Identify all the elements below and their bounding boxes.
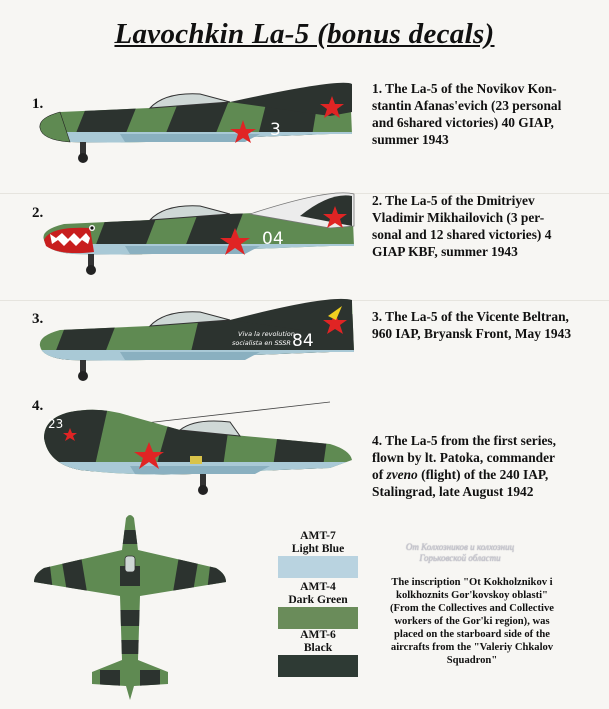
tactical-number-1: 3 (270, 120, 281, 140)
swatch-black (278, 655, 358, 677)
color-label-3: AMT-6 Black (300, 628, 336, 654)
profile-number-2: 2. (32, 205, 44, 221)
aircraft-top-view (30, 510, 230, 705)
slogan-line-2: socialista en SSSR (232, 339, 291, 347)
description-4: 4. The La-5 from the first series, flown by lt. Patoka, commander of zveno (flight) of the 240 IAP, Stalingrad, late August 1942 (372, 433, 556, 499)
description-3: 3. The La-5 of the Vicente Beltran, 960 IAP, Bryansk Front, May 1943 (372, 309, 572, 341)
tactical-number-3: 84 (292, 331, 314, 351)
inscription-decal: От Колхозников и колхозниц Горьковской области (405, 542, 515, 563)
aircraft-profile-1 (30, 78, 360, 168)
tactical-number-4: 23 (48, 417, 64, 431)
profile-number-1: 1. (32, 96, 44, 112)
slogan-line-1: Viva la revolution (238, 330, 295, 338)
aircraft-profile-3 (30, 294, 360, 384)
description-1: 1. The La-5 of the Novikov Kon- stantin Afanas'evich (23 personal and 6shared victories) 40 GIAP, summer 1943 (372, 81, 562, 147)
color-label-2: AMT-4 Dark Green (288, 580, 348, 606)
tactical-number-2: 04 (262, 229, 284, 249)
inscription-note: The inscription "Ot Kokholznikov i kolkhoznits Gor'kovskoy oblasti" (From the Collectives and Collective workers of the Gor'ki region), was placed on the starboard side of the aircrafts from the "Valeriy Chkalov Squadron" (390, 577, 554, 666)
swatch-dark-green (278, 607, 358, 629)
aircraft-profile-4 (30, 398, 360, 498)
profile-number-3: 3. (32, 311, 44, 327)
profile-number-4: 4. (32, 398, 44, 414)
color-label-1: AMT-7 Light Blue (291, 529, 345, 555)
description-2: 2. The La-5 of the Dmitriyev Vladimir Mikhailovich (3 per- sonal and 12 shared victories) 4 GIAP KBF, summer 1943 (372, 193, 552, 259)
description-4-line-3: of zveno (flight) of the 240 IAP, (372, 467, 549, 482)
aircraft-profile-2 (30, 186, 360, 278)
page-title: Lavochkin La-5 (bonus decals) (114, 18, 495, 50)
swatch-light-blue (278, 556, 358, 578)
